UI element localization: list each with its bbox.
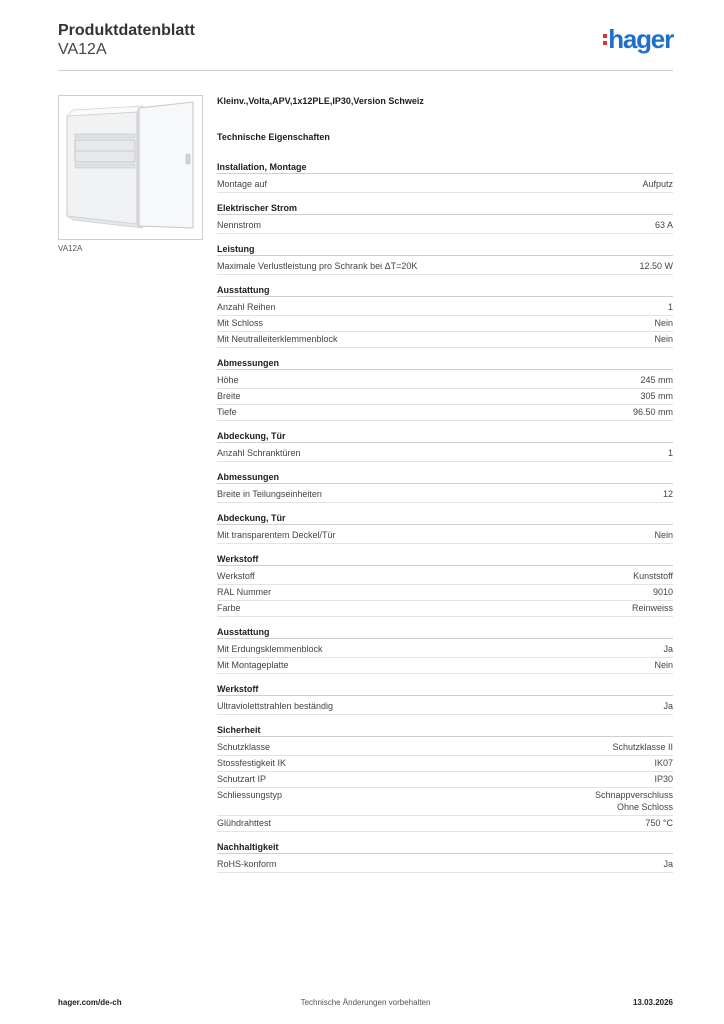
- group-title: Nachhaltigkeit: [217, 841, 673, 854]
- property-row: [217, 569, 673, 585]
- property-label: Mit transparentem Deckel/Tür: [217, 530, 336, 540]
- group-title: Werkstoff: [217, 683, 673, 696]
- property-label: Breite in Teilungseinheiten: [217, 489, 322, 499]
- property-value: 12.50 W: [639, 261, 673, 271]
- distribution-cabinet-icon: [59, 96, 202, 239]
- article-number: VA12A: [58, 41, 107, 58]
- property-row: [217, 585, 673, 601]
- property-group: [217, 202, 673, 234]
- property-value: Nein: [654, 660, 673, 670]
- group-title: Elektrischer Strom: [217, 202, 673, 215]
- property-group: [217, 724, 673, 832]
- group-title: Installation, Montage: [217, 161, 673, 174]
- property-group: [217, 284, 673, 348]
- property-value: IP30: [654, 774, 673, 784]
- property-row: [217, 699, 673, 715]
- property-row: [217, 259, 673, 275]
- product-description: Kleinv.,Volta,APV,1x12PLE,IP30,Version Schweiz: [217, 96, 424, 106]
- property-value: Nein: [654, 530, 673, 540]
- footer-date: 13.03.2026: [632, 998, 673, 1007]
- property-label: Höhe: [217, 375, 239, 385]
- property-value: Aufputz: [642, 179, 673, 189]
- group-title: Ausstattung: [217, 284, 673, 297]
- property-value: Schutzklasse II: [612, 742, 673, 752]
- property-row: [217, 857, 673, 873]
- property-value: Ja: [663, 644, 673, 654]
- group-title: Ausstattung: [217, 626, 673, 639]
- property-row: [217, 528, 673, 544]
- property-group: [217, 683, 673, 715]
- group-title: Abdeckung, Tür: [217, 512, 673, 525]
- property-value: Reinweiss: [631, 603, 673, 613]
- property-row: [217, 487, 673, 503]
- property-row: [217, 405, 673, 421]
- property-label: Mit Erdungsklemmenblock: [217, 644, 323, 654]
- property-value: Kunststoff: [633, 571, 673, 581]
- property-label: Farbe: [217, 603, 241, 613]
- page-header: [58, 20, 673, 70]
- property-row: [217, 218, 673, 234]
- technical-properties: [217, 96, 673, 882]
- property-label: Glühdrahttest: [217, 818, 272, 828]
- hager-logo: [603, 26, 673, 52]
- footer-notice: Technische Änderungen vorbehalten: [300, 998, 431, 1007]
- property-group: [217, 430, 673, 462]
- property-label: Ultraviolettstrahlen beständig: [217, 701, 334, 711]
- property-group: [217, 357, 673, 421]
- group-title: Abmessungen: [217, 471, 673, 484]
- property-label: Schliessungstyp: [217, 790, 283, 800]
- property-value: 305 mm: [640, 391, 673, 401]
- group-title: Leistung: [217, 243, 673, 256]
- property-value: IK07: [654, 758, 673, 768]
- property-label: Schutzart IP: [217, 774, 267, 784]
- property-label: Anzahl Reihen: [217, 302, 276, 312]
- property-label: Montage auf: [217, 179, 268, 189]
- property-label: RAL Nummer: [217, 587, 272, 597]
- property-label: Mit Montageplatte: [217, 660, 289, 670]
- property-group: [217, 161, 673, 193]
- property-group: [217, 512, 673, 544]
- property-label: Tiefe: [217, 407, 237, 417]
- logo-dots-icon: [603, 34, 607, 45]
- property-value: 96.50 mm: [632, 407, 673, 417]
- property-label: Breite: [217, 391, 241, 401]
- property-row: [217, 177, 673, 193]
- property-label: Stossfestigkeit IK: [217, 758, 287, 768]
- property-row: [217, 601, 673, 617]
- property-group: [217, 841, 673, 873]
- property-value: Ja: [663, 701, 673, 711]
- property-row: [217, 300, 673, 316]
- property-row: [217, 788, 673, 816]
- image-caption: VA12A: [58, 244, 83, 253]
- distribution-cabinet-image: [58, 95, 203, 240]
- property-row: [217, 373, 673, 389]
- property-label: Schutzklasse: [217, 742, 271, 752]
- property-row: [217, 740, 673, 756]
- property-group: [217, 553, 673, 617]
- property-row: [217, 446, 673, 462]
- property-row: [217, 316, 673, 332]
- footer-website-link[interactable]: hager.com/de-ch: [58, 998, 122, 1007]
- property-row: [217, 389, 673, 405]
- group-title: Abdeckung, Tür: [217, 430, 673, 443]
- property-row: [217, 642, 673, 658]
- property-row: [217, 658, 673, 674]
- property-value: 1: [667, 448, 673, 458]
- property-row: [217, 772, 673, 788]
- property-row: [217, 332, 673, 348]
- property-label: RoHS-konform: [217, 859, 277, 869]
- property-group: [217, 626, 673, 674]
- property-value: 9010: [652, 587, 673, 597]
- property-label: Mit Neutralleiterklemmenblock: [217, 334, 338, 344]
- property-row: [217, 816, 673, 832]
- property-label: Mit Schloss: [217, 318, 264, 328]
- property-value: 245 mm: [640, 375, 673, 385]
- property-group: [217, 243, 673, 275]
- group-title: Sicherheit: [217, 724, 673, 737]
- property-value: Nein: [654, 334, 673, 344]
- property-label: Werkstoff: [217, 571, 255, 581]
- property-value: 63 A: [654, 220, 673, 230]
- property-group: [217, 471, 673, 503]
- property-value: 750 °C: [645, 818, 673, 828]
- document-title: Produktdatenblatt: [58, 22, 195, 39]
- property-label: Nennstrom: [217, 220, 262, 230]
- logo-text: hager: [608, 24, 673, 54]
- property-value: 12: [662, 489, 673, 499]
- property-value: 1: [667, 302, 673, 312]
- property-value: Ja: [663, 859, 673, 869]
- group-title: Werkstoff: [217, 553, 673, 566]
- section-title: Technische Eigenschaften: [217, 132, 330, 142]
- property-value: Nein: [654, 318, 673, 328]
- header-divider: [58, 70, 673, 71]
- property-row: [217, 756, 673, 772]
- property-label: Anzahl Schranktüren: [217, 448, 301, 458]
- group-title: Abmessungen: [217, 357, 673, 370]
- property-groups: [217, 161, 673, 873]
- property-label: Maximale Verlustleistung pro Schrank bei ΔT=20K: [217, 261, 418, 271]
- property-value: Schnappverschluss Ohne Schloss: [594, 790, 673, 812]
